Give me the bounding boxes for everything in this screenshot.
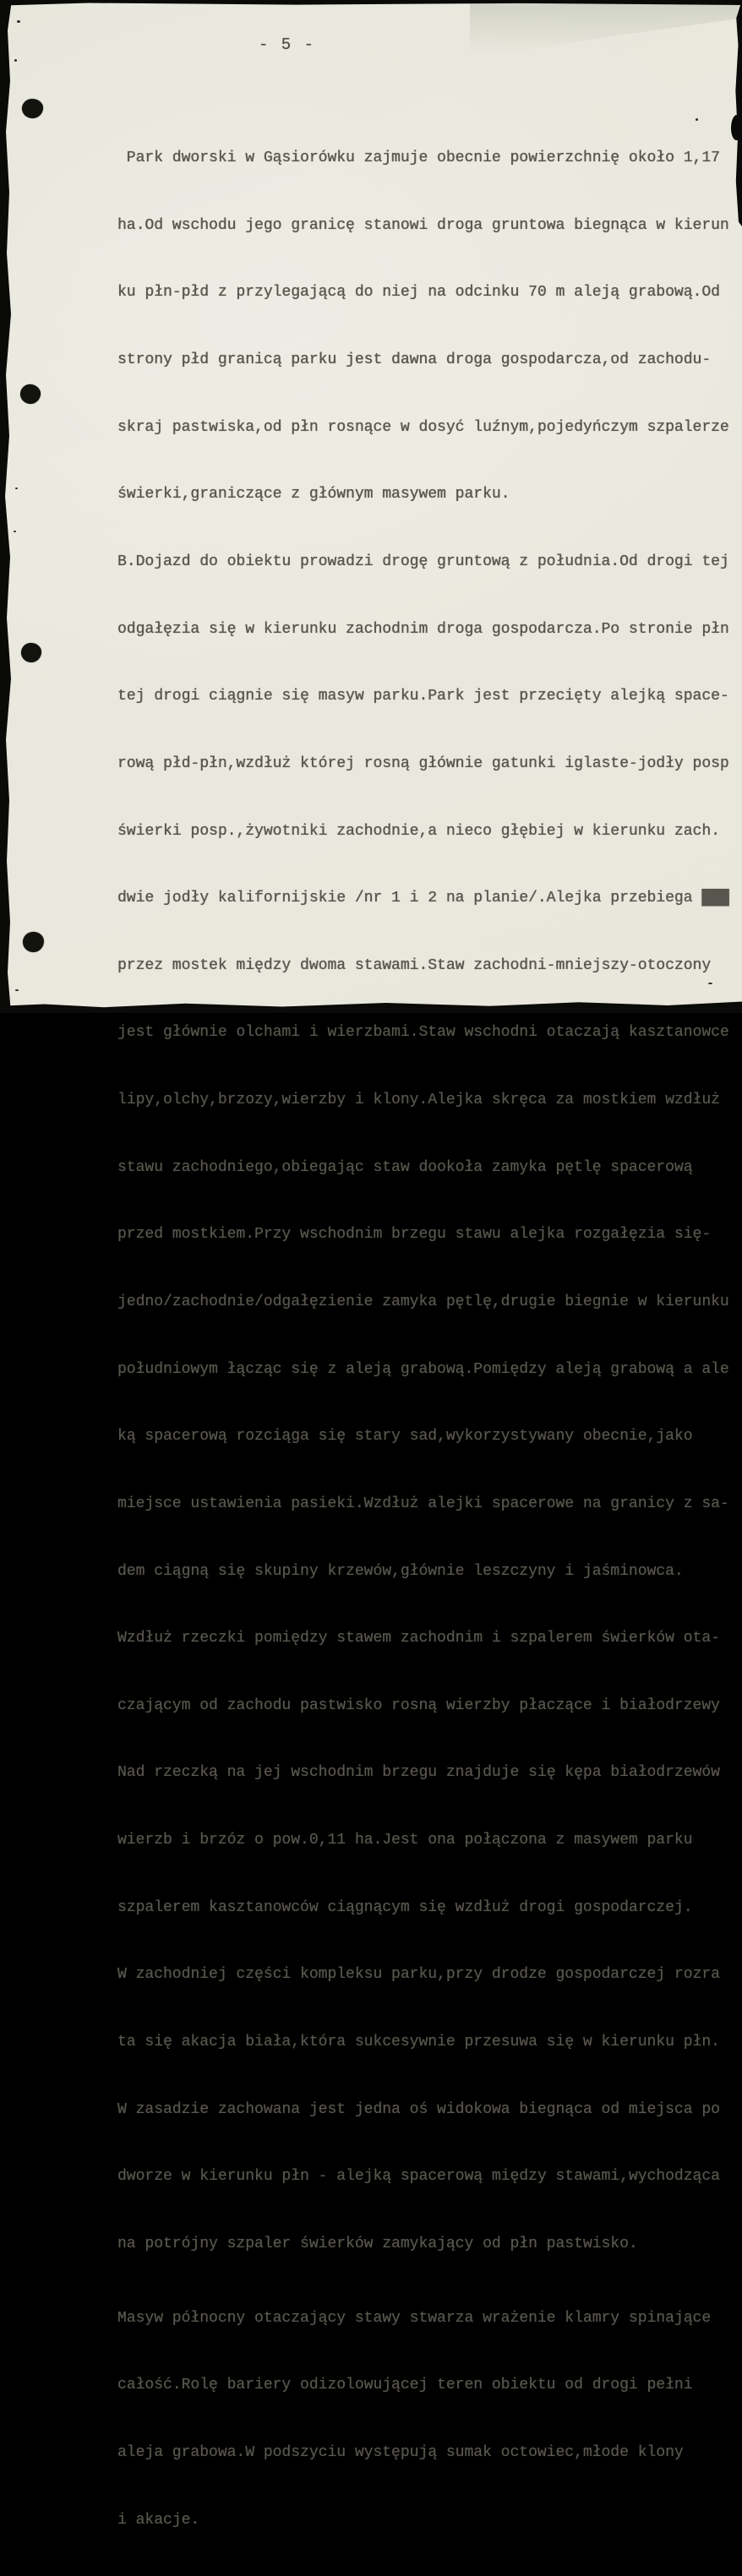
text-line: Masyw północny otaczający stawy stwarza wrażenie klamry spinające bbox=[117, 2309, 712, 2327]
text-line: czającym od zachodu pastwisko rosną wierzby płaczące i białodrzewy bbox=[117, 1696, 720, 1714]
paper-speck bbox=[15, 487, 18, 489]
text-line: i akacje. bbox=[117, 2511, 200, 2529]
text-line: dem ciągną się skupiny krzewów,głównie leszczyny i jaśminowca. bbox=[117, 1562, 684, 1580]
text-line: W zasadzie zachowana jest jedna oś widokowa biegnąca od miejsca po bbox=[117, 2100, 720, 2118]
text-line: strony płd granicą parku jest dawna droga gospodarcza,od zachodu- bbox=[117, 351, 712, 369]
text-line: miejsce ustawienia pasieki.Wzdłuż alejki spacerowe na granicy z sa- bbox=[117, 1495, 729, 1512]
ink-dot bbox=[22, 99, 43, 118]
text-line: szpalerem kasztanowców ciągnącym się wzdłuż drogi gospodarczej. bbox=[117, 1898, 693, 1916]
text-line: świerki posp.,żywotniki zachodnie,a nieco głębiej w kierunku zach. bbox=[117, 822, 720, 840]
text-line: lipy,olchy,brzozy,wierzby i klony.Alejka skręca za mostkiem wzdłuż bbox=[117, 1092, 720, 1109]
text-line: wierzb i brzóz o pow.0,11 ha.Jest ona połączona z masywem parku bbox=[117, 1832, 693, 1849]
paper-speck bbox=[696, 118, 698, 121]
text-line: odgałęzia się w kierunku zachodnim droga gospodarcza.Po stronie płn bbox=[117, 620, 729, 638]
page-number: - 5 - bbox=[259, 35, 316, 54]
text-line: Wzdłuż rzeczki pomiędzy stawem zachodnim i szpalerem świerków ota- bbox=[117, 1630, 720, 1647]
paper-speck bbox=[15, 989, 19, 991]
text-line-with-overstrike: dwie jodły kalifornijskie /nr 1 i 2 na planie/.Alejka przebiega ███ bbox=[117, 890, 729, 907]
ink-dot bbox=[21, 643, 41, 662]
text-line: na potrójny szpaler świerków zamykający od płn pastwisko. bbox=[117, 2235, 638, 2252]
text-line: tej drogi ciągnie się masyw parku.Park jest przecięty alejką space- bbox=[117, 688, 729, 705]
ink-dot bbox=[19, 383, 42, 405]
scan-edge-left bbox=[0, 0, 14, 1013]
text-line: Nad rzeczką na jej wschodnim brzegu znajduje się kępa białodrzewów bbox=[117, 1764, 720, 1782]
text-line: jedno/zachodnie/odgałęzienie zamyka pętlę,drugie biegnie w kierunku bbox=[117, 1293, 729, 1310]
text-line: przed mostkiem.Przy wschodnim brzegu stawu alejka rozgałęzia się- bbox=[117, 1226, 712, 1244]
scan-edge-right-blob bbox=[731, 115, 742, 140]
text-line: całość.Rolę bariery odizolowującej teren obiektu od drogi pełni bbox=[117, 2377, 693, 2394]
text-line: świerki,graniczące z głównym masywem parku. bbox=[117, 486, 510, 504]
paper-speck bbox=[17, 20, 20, 23]
text-line: jest głównie olchami i wierzbami.Staw wschodni otaczają kasztanowce bbox=[117, 1024, 729, 1042]
text-line: ką spacerową rozciąga się stary sad,wykorzystywany obecnie,jako bbox=[117, 1428, 693, 1446]
text-line: dworze w kierunku płn - alejką spacerową między stawami,wychodząca bbox=[117, 2168, 720, 2186]
text-line: przez mostek między dwoma stawami.Staw zachodni-mniejszy-otoczony bbox=[117, 956, 712, 974]
text-line: rową płd-płn,wzdłuż której rosną głównie gatunki iglaste-jodły posp bbox=[117, 754, 729, 772]
paper-speck bbox=[14, 59, 17, 62]
typewritten-text-block bbox=[117, 102, 742, 2576]
text-line: stawu zachodniego,obiegając staw dookoła zamyka pętlę spacerową bbox=[117, 1158, 693, 1176]
text-line: B.Dojazd do obiektu prowadzi drogę gruntową z południa.Od drogi tej bbox=[117, 553, 729, 570]
text-line: skraj pastwiska,od płn rosnące w dosyć luźnym,pojedyńczym szpalerze bbox=[117, 418, 729, 436]
text-line: ta się akacja biała,która sukcesywnie przesuwa się w kierunku płn. bbox=[117, 2034, 720, 2051]
paper-crease bbox=[470, 0, 742, 64]
paper-speck bbox=[708, 983, 712, 984]
paper-speck bbox=[14, 531, 16, 532]
text-line: Park dworski w Gąsiorówku zajmuje obecnie powierzchnię około 1,17 bbox=[117, 150, 720, 167]
text-line: południowym łącząc się z aleją grabową.Pomiędzy aleją grabową a ale bbox=[117, 1360, 729, 1378]
text-line: aleja grabowa.W podszyciu występują sumak octowiec,młode klony bbox=[117, 2443, 684, 2461]
text-line: W zachodniej części kompleksu parku,przy drodze gospodarczej rozra bbox=[117, 1966, 720, 1984]
text-line: ku płn-płd z przylegającą do niej na odcinku 70 m aleją grabową.Od bbox=[117, 284, 720, 302]
ink-dot bbox=[22, 931, 45, 953]
text-line: ha.Od wschodu jego granicę stanowi droga gruntowa biegnąca w kierun bbox=[117, 216, 729, 234]
